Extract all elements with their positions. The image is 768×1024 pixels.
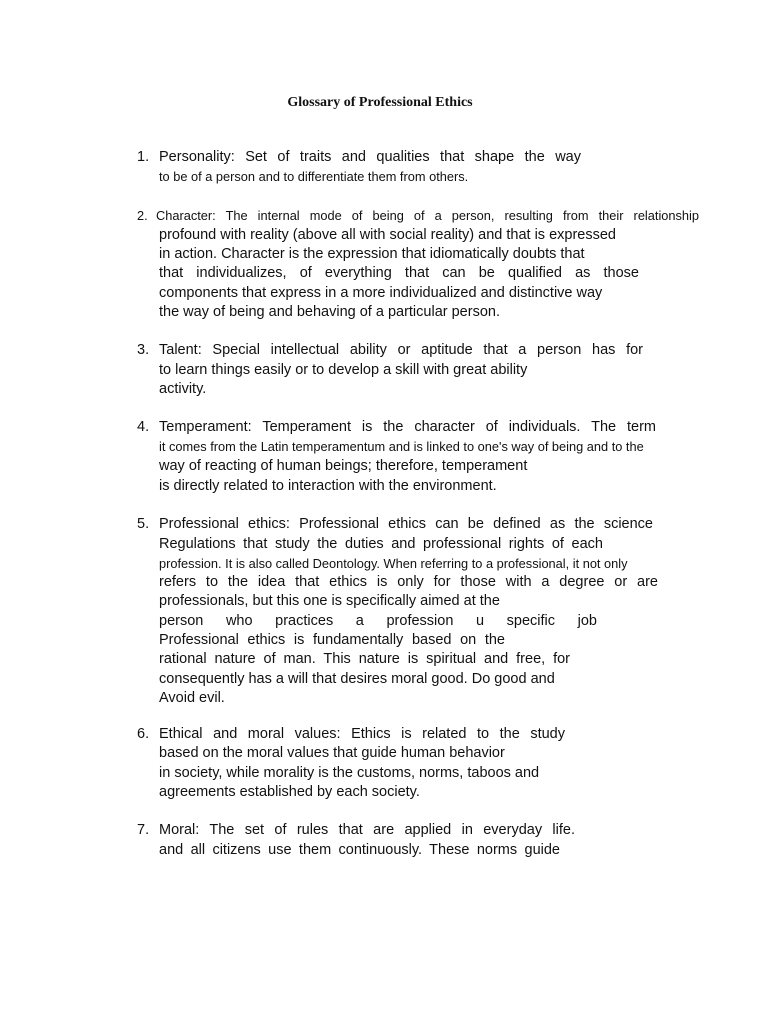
item-line: the way of being and behaving of a particular person. xyxy=(159,304,500,320)
item-number: 5. xyxy=(137,516,150,532)
item-line: Professional ethics: Professional ethics can be defined as the science xyxy=(159,516,653,532)
item-line: to be of a person and to differentiate them from others. xyxy=(159,169,469,184)
item-line: Personality: Set of traits and qualities that shape the way xyxy=(159,149,581,165)
item-line: and all citizens use them continuously. These norms guide xyxy=(159,842,560,858)
item-line: person who practices a profession u specific job xyxy=(159,613,597,629)
item-line: to learn things easily or to develop a skill with great ability xyxy=(159,362,528,378)
item-number: 7. xyxy=(137,822,150,838)
item-line: profession. It is also called Deontology. When referring to a professional, it not only xyxy=(159,556,628,571)
item-line: Ethical and moral values: Ethics is related to the study xyxy=(159,726,565,742)
item-line: rational nature of man. This nature is spiritual and free, for xyxy=(159,651,570,667)
item-line: in society, while morality is the customs, norms, taboos and xyxy=(159,765,540,781)
item-line: components that express in a more individualized and distinctive way xyxy=(159,285,603,301)
item-line: refers to the idea that ethics is only for those with a degree or are xyxy=(159,574,658,590)
item-number: 1. xyxy=(137,149,150,165)
document-title: Glossary of Professional Ethics xyxy=(287,95,473,110)
item-line: Talent: Special intellectual ability or aptitude that a person has for xyxy=(159,342,643,358)
item-line: agreements established by each society. xyxy=(159,784,420,800)
item-line: Avoid evil. xyxy=(159,690,225,706)
item-line: way of reacting of human beings; therefore, temperament xyxy=(159,458,528,474)
item-line: Regulations that study the duties and professional rights of each xyxy=(159,536,603,552)
item-line: activity. xyxy=(159,381,207,397)
item-number: 3. xyxy=(137,342,150,358)
item-line: professionals, but this one is specifically aimed at the xyxy=(159,593,500,609)
item-number: 6. xyxy=(137,726,150,742)
item-line: profound with reality (above all with social reality) and that is expressed xyxy=(159,227,616,243)
item-line: Moral: The set of rules that are applied in everyday life. xyxy=(159,822,575,838)
item-line: consequently has a will that desires moral good. Do good and xyxy=(159,671,555,687)
item-line: Character: The internal mode of being of a person, resulting from their relationship xyxy=(156,208,699,223)
item-line: in action. Character is the expression that idiomatically doubts that xyxy=(159,246,585,262)
item-number: 2. xyxy=(137,208,148,223)
item-line: is directly related to interaction with the environment. xyxy=(159,478,497,494)
item-line: based on the moral values that guide human behavior xyxy=(159,745,505,761)
item-line: that individualizes, of everything that can be qualified as those xyxy=(159,265,639,281)
item-line: Temperament: Temperament is the character of individuals. The term xyxy=(159,419,656,435)
item-line: it comes from the Latin temperamentum and is linked to one's way of being and to the xyxy=(159,439,644,454)
item-line: Professional ethics is fundamentally based on the xyxy=(159,632,505,648)
item-number: 4. xyxy=(137,419,150,435)
